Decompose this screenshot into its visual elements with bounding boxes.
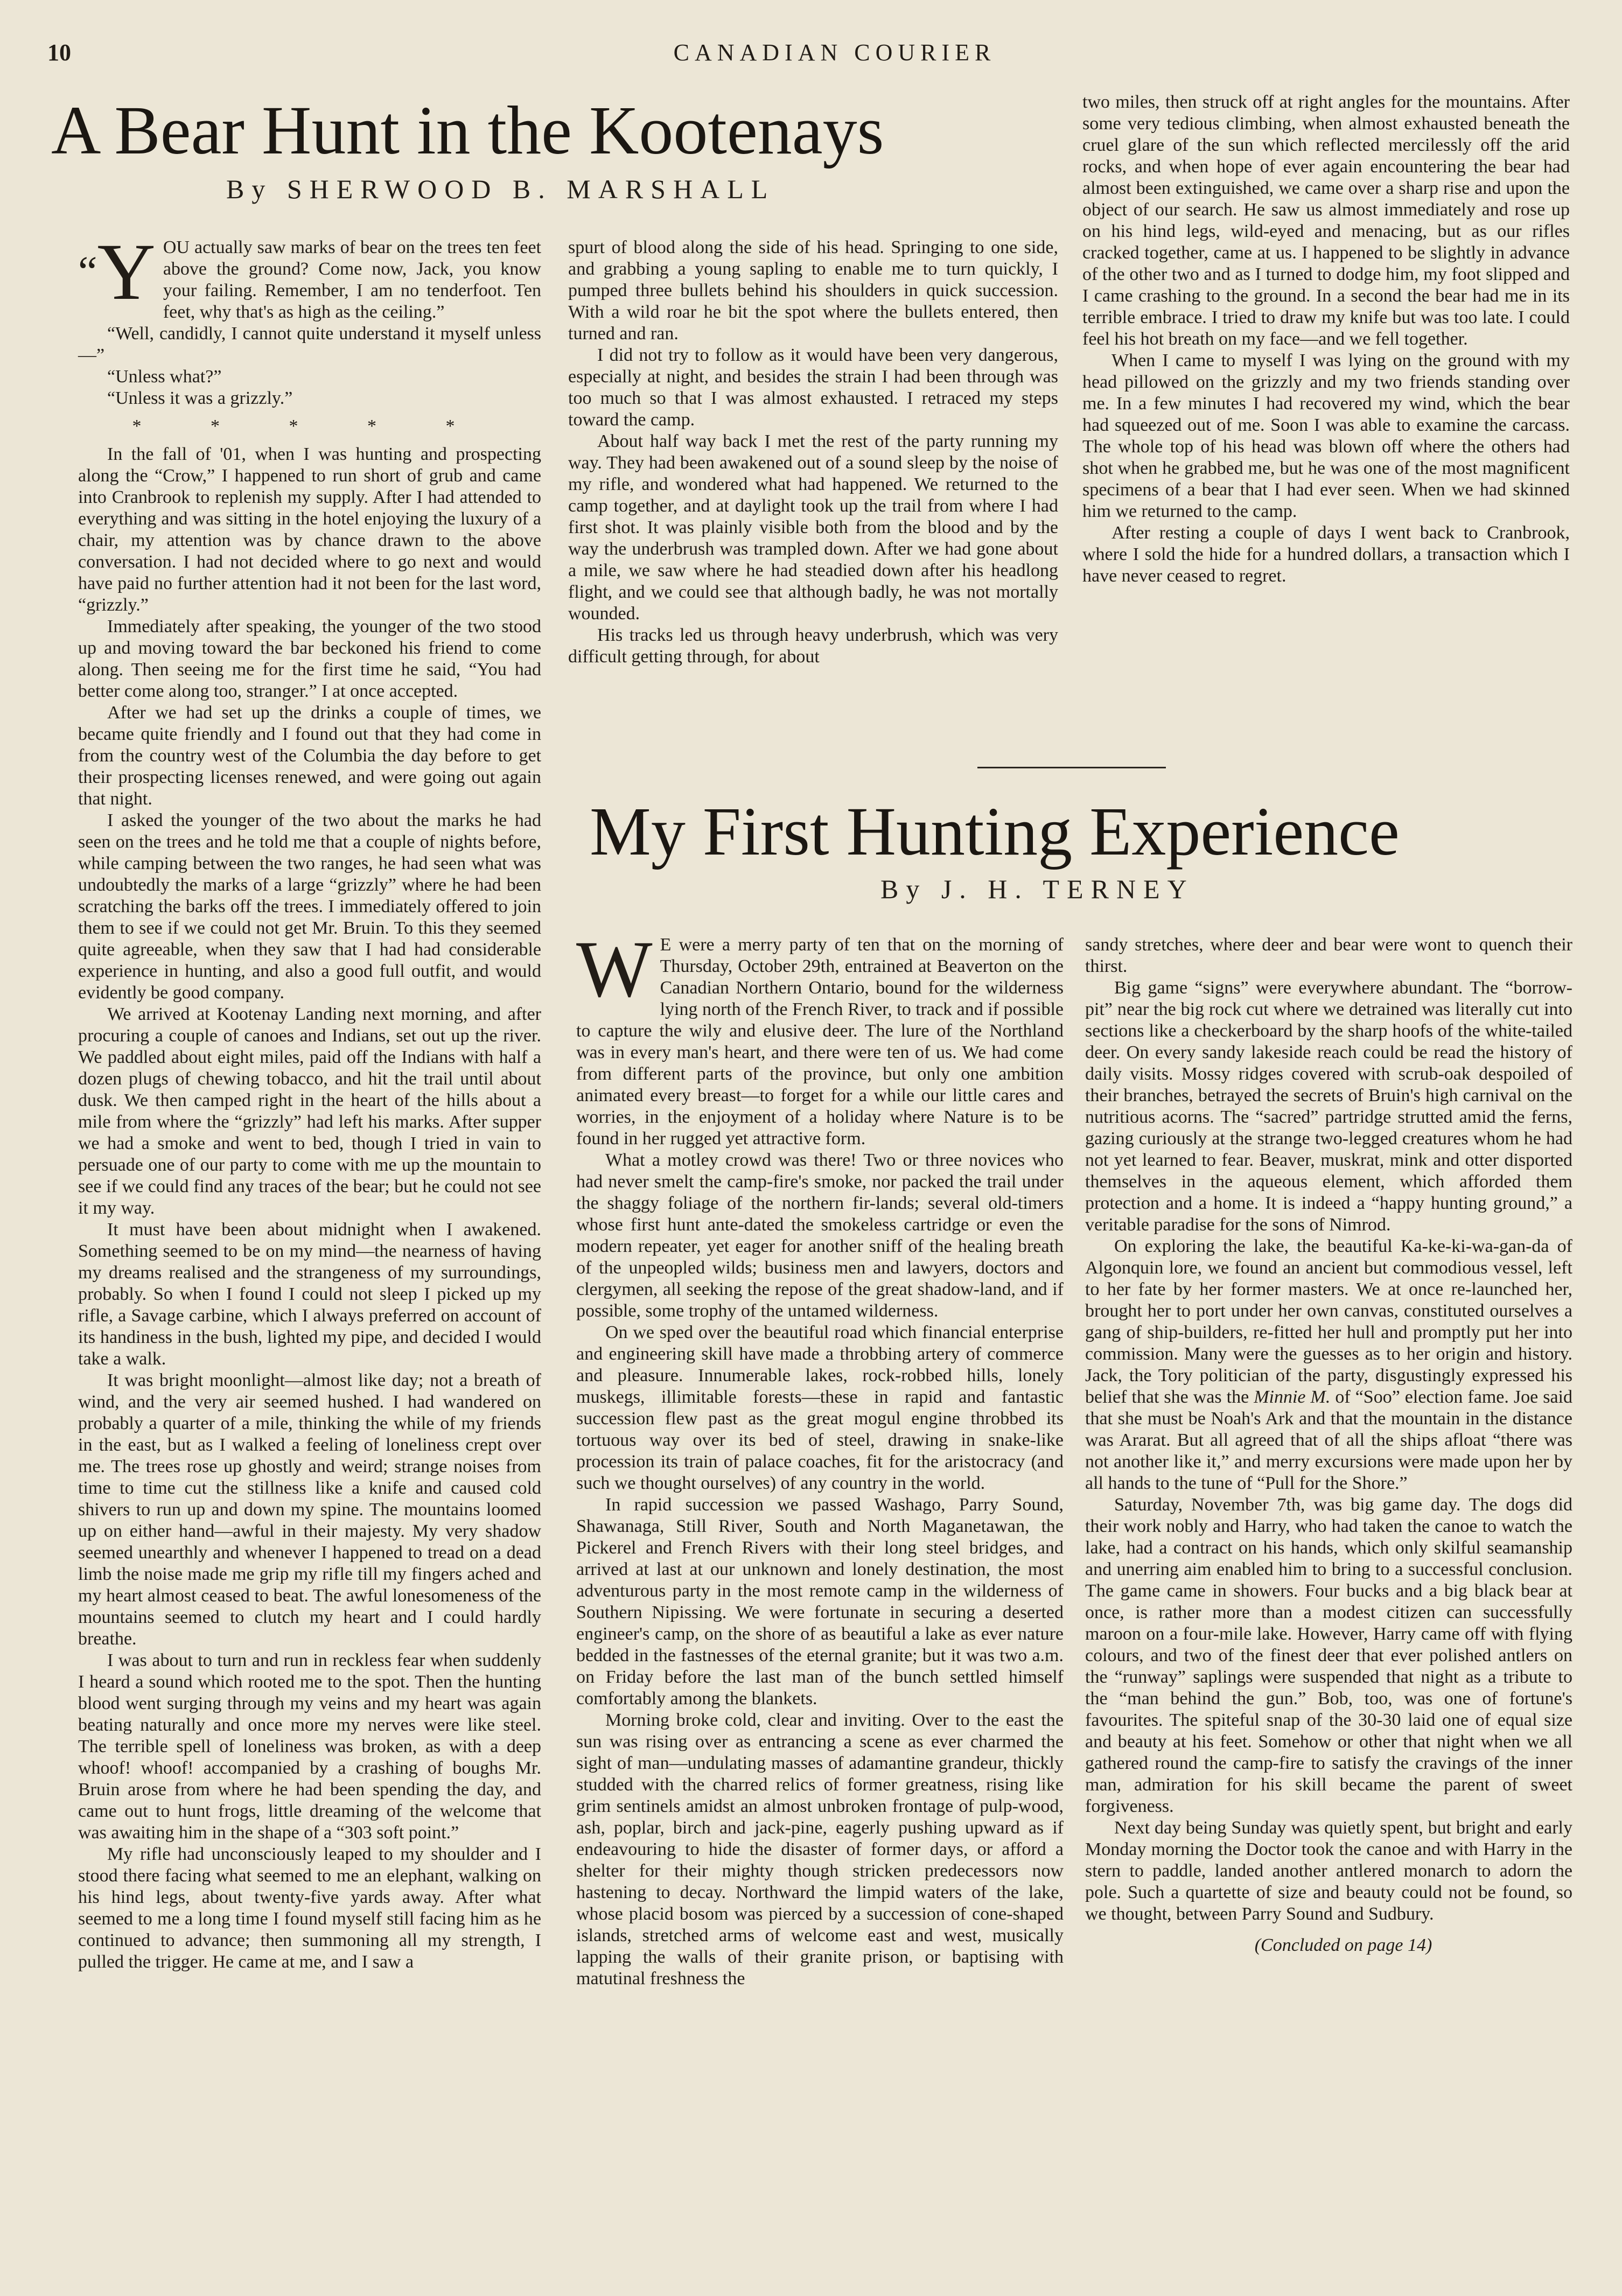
paragraph: In rapid succession we passed Washago, Parry Sound, Shawanaga, Still River, South and North Maganetawan, the Pickerel and French Rivers with their long steel bridges, and arrived at last at our unknown and lonely destination, the most adventurous party in the most remote camp in the wilderness of Southern Nipissing. We were fortunate in securing a deserted engineer's camp, on the shore of as beautiful a lake as ever nature bedded in the fastnesses of the eternal granite; but it was two a.m. on Friday before the last man of the bunch settled himself comfortably among the blankets. xyxy=(576,1495,1064,1709)
paragraph: After we had set up the drinks a couple of times, we became quite friendly and I found out that they had come in from the country west of the Columbia the day before to get their prospecting licenses renewed, and were going out again that night. xyxy=(78,703,541,809)
paragraph: W E were a merry party of ten that on the morning of Thursday, October 29th, entrained at Beaverton on the Canadian Northern Ontario, bound for the wilderness lying north of the French River, to track and if possible to capture the wily and elusive deer. The lure of the Northland was in every man's heart, and there were ten of us. We had come from different parts of the province, but only one ambition animated every breast—to forget for a while our little cares and worries, in the enjoyment of a holiday where Nature is to be found in her rugged yet attractive form. xyxy=(576,925,1064,1149)
paragraph: “Unless it was a grizzly.” xyxy=(107,388,293,408)
article1-column-1 xyxy=(78,227,541,1973)
article2-column-2 xyxy=(1085,934,1572,1956)
paragraph: After resting a couple of days I went back to Cranbrook, where I sold the hide for a hundred dollars, a transaction which I have never ceased to regret. xyxy=(1082,523,1570,586)
page-number: 10 xyxy=(47,39,71,66)
paragraph: sandy stretches, where deer and bear were wont to quench their thirst. xyxy=(1085,935,1572,976)
paragraph: * * * * * xyxy=(132,416,487,436)
paragraph: In the fall of '01, when I was hunting and prospecting along the “Crow,” I happened to run short of grub and came into Cranbrook to replenish my supply. After I had attended to everything and was sitting in the hotel enjoying the luxury of a chair, my attention was by chance drawn to the above conversation. I had not decided where to go next and would have paid no further attention had it not been for the last word, “grizzly.” xyxy=(78,444,541,615)
drop-cap: W xyxy=(576,925,653,1014)
paragraph: “Well, candidly, I cannot quite understand it myself unless—” xyxy=(78,324,541,365)
paragraph: My rifle had unconsciously leaped to my shoulder and I stood there facing what seemed to me an elephant, walking on his hind legs, about twenty-five yards away. After what seemed to me a long time I found myself still facing him as he continued to advance; then summoning all my strength, I pulled the trigger. He came at me, and I saw a xyxy=(78,1844,541,1972)
paragraph: two miles, then struck off at right angles for the mountains. After some very tedious climbing, when almost exhausted beneath the cruel glare of the sun which reflected mercilessly off the arid rocks, and when hope of ever again encountering the bear had almost been extinguished, we came over a sharp rise and upon the object of our search. He saw us almost immediately and rose up on his hind legs, wild-eyed and menacing, but as our rifles cracked together, came at us. I happened to be slightly in advance of the other two and as I turned to dodge him, my foot slipped and I came crashing to the ground. In a second the bear had me in its terrible embrace. I tried to draw my knife but was too late. I could feel his hot breath on my face—and we fell together. xyxy=(1082,92,1570,349)
ship-name: Minnie M. xyxy=(1254,1387,1331,1407)
paragraph: His tracks led us through heavy underbrush, which was very difficult getting through, for about xyxy=(568,625,1058,667)
paragraph: We arrived at Kootenay Landing next morning, and after procuring a couple of canoes and Indians, set out up the river. We paddled about eight miles, paid off the Indians with half a dozen plugs of chewing tobacco, and hit the trail until about dusk. We then camped right in the heart of the hills about a mile from where the “grizzly” had left his marks. After supper we had a smoke and went to bed, though I tried in vain to persuade one of our party to come with me up the mountain to see if we could find any traces of the bear; but he could not see it my way. xyxy=(78,1004,541,1218)
article2-title: My First Hunting Experience xyxy=(590,793,1400,870)
continued-note: (Concluded on page 14) xyxy=(1254,1935,1432,1955)
paragraph: Saturday, November 7th, was big game day. The dogs did their work nobly and Harry, who had taken the canoe to watch the lake, had a contract on his hands, which only skilful seamanship and unerring aim enabled him to bring to a successful conclusion. The game came in showers. Four bucks and a big black bear at once, is rather more than a modest citizen can successfully maroon on a four-mile lake. However, Harry came off with flying colours, and two of the finest deer that ever polished antlers on the “runway” saplings were suspended that night as a tribute to the “man behind the gun.” Bob, too, was one of fortune's favourites. The spiteful snap of the 30-30 laid one of equal size and beauty at his feet. Somehow or other that night when we all gathered round the camp-fire to satisfy the cravings of the inner man, admiration for his skill became the parent of sweet forgiveness. xyxy=(1085,1495,1572,1816)
paragraph: I asked the younger of the two about the marks he had seen on the trees and he told me that a couple of nights before, while camping between the two ranges, he had seen what was undoubtedly the marks of a large “grizzly” where he had been scratching the barks off the trees. I immediately offered to join them to see if we could not get Mr. Bruin. To this they seemed quite agreeable, when they saw that I had had considerable experience in hunting, and also a good full outfit, and would evidently be good company. xyxy=(78,810,541,1003)
paragraph: On we sped over the beautiful road which financial enterprise and engineering skill have made a throbbing artery of commerce and pleasure. Innumerable lakes, rock-robbed hills, lonely muskegs, illimitable forests—these in rapid and fantastic succession flew past as the great mogul engine throbbed its tortuous way over its bed of steel, drawing in snake-like procession its train of palace coaches, fit for the aristocracy (and such we thought ourselves) of any country in the world. xyxy=(576,1322,1064,1493)
paragraph: On exploring the lake, the beautiful Ka-ke-ki-wa-gan-da of Algonquin lore, we found an ancient but commodious vessel, left to her fate by her former masters. We at once re-launched her, brought her to port under her own canvas, constituted ourselves a gang of ship-builders, re-fitted her hull and promptly put her into commission. Many were the guesses as to her origin and history. Jack, the Tory politician of the party, disgustingly expressed his belief that she was the Minnie M. of “Soo” election fame. Joe said that she must be Noah's Ark and that the mountain in the distance was Ararat. But all agreed that of all the ships afloat “there was not another like it,” and merry excursions were made upon her by all hands to the tune of “Pull for the Shore.” xyxy=(1085,1236,1572,1493)
paragraph: Immediately after speaking, the younger of the two stood up and moving toward the bar beckoned his friend to come along. Then seeing me for the first time he said, “You had better come along too, stranger.” I at once accepted. xyxy=(78,617,541,701)
paragraph: “ Y OU actually saw marks of bear on the trees ten feet above the ground? Come now, Jack, you know your failing. Remember, I am no tenderfoot. Ten feet, why that's as high as the ceiling.” xyxy=(78,227,541,322)
article1-column-3 xyxy=(1082,92,1570,587)
opening-quote: “ xyxy=(78,248,97,296)
paragraph: It was bright moonlight—almost like day; not a breath of wind, and the very air seemed hushed. I had wandered on probably a quarter of a mile, thinking the while of my friends in the east, but as I walked a feeling of loneliness crept over me. The trees rose up ghostly and weird; strange noises from time to time cut the stillness like a knife and caused cold shivers to run up and down my spine. The mountains loomed up on either hand—awful in their majesty. My very shadow seemed unearthly and whenever I happened to tread on a dead limb the noise made me grip my rifle till my fingers ached and my heart almost ceased to beat. The awful lonesomeness of the mountains seemed to clutch my heart and I could hardly breathe. xyxy=(78,1370,541,1649)
paragraph: “Unless what?” xyxy=(107,367,222,387)
article2-column-1 xyxy=(576,925,1064,1990)
drop-cap: Y xyxy=(97,227,156,317)
paragraph: Next day being Sunday was quietly spent, but bright and early Monday morning the Doctor took the canoe and with Harry in the stern to paddle, landed another antlered monarch to adorn the pole. Such a quartette of size and beauty could not be found, so we thought, between Parry Sound and Sudbury. xyxy=(1085,1818,1572,1924)
article1-title: A Bear Hunt in the Kootenays xyxy=(51,92,884,169)
article1-byline: By SHERWOOD B. MARSHALL xyxy=(226,174,775,204)
article-divider xyxy=(977,767,1166,768)
paragraph: I did not try to follow as it would have been very dangerous, especially at night, and besides the strain I had been through was too much so that I was almost exhausted. I retraced my steps toward the camp. xyxy=(568,345,1058,430)
article1-column-2 xyxy=(568,237,1058,668)
publication-name: CANADIAN COURIER xyxy=(673,39,996,66)
article2-byline: By J. H. TERNEY xyxy=(880,874,1194,904)
paragraph: I was about to turn and run in reckless fear when suddenly I heard a sound which rooted me to the spot. Then the hunting blood went surging through my veins and my heart was again beating naturally and once more my nerves were like steel. The terrible spell of loneliness was broken, as with a deep whoof! whoof! accompanied by a crashing of boughs Mr. Bruin arose from where he had been spending the day, and came out to hunt frogs, little dreaming of the welcome that was awaiting him in the shape of a “303 soft point.” xyxy=(78,1650,541,1843)
paragraph: spurt of blood along the side of his head. Springing to one side, and grabbing a young sapling to enable me to turn quickly, I pumped three bullets behind his shoulders in quick succession. With a wild roar he bit the spot where the bullets entered, then turned and ran. xyxy=(568,237,1058,344)
paragraph: It must have been about midnight when I awakened. Something seemed to be on my mind—the nearness of having my dreams realised and the strangeness of my surroundings, probably. So when I found I could not sleep I picked up my rifle, a Savage carbine, which I always preferred on account of its handiness in the bush, lighted my pipe, and decided I would take a walk. xyxy=(78,1220,541,1369)
paragraph: Morning broke cold, clear and inviting. Over to the east the sun was rising over as entrancing a scene as ever charmed the sight of man—undulating masses of adamantine grandeur, thickly studded with the charred relics of former greatness, rising like grim sentinels amidst an almost unbroken frontage of pulp-wood, ash, poplar, birch and jack-pine, eagerly pushing upward as if endeavouring to hide the disaster of former days, or afford a shelter for their mighty though stricken predecessors now hastening to decay. Northward the limpid waters of the lake, whose placid bosom was pierced by a succession of cone-shaped islands, stretched arms of welcome east and west, musically lapping the walls of their granite prison, or baptising with matutinal freshness the xyxy=(576,1710,1064,1989)
paragraph: About half way back I met the rest of the party running my way. They had been awakened out of a sound sleep by the noise of my rifle, and wondered what had happened. We returned to the camp together, and at daylight took up the trail from where I had first shot. It was plainly visible both from the blood and by the way the underbrush was trampled down. After we had gone about a mile, we saw where he had steadied down after his headlong flight, and we could see that although badly, he was not mortally wounded. xyxy=(568,431,1058,624)
paragraph: When I came to myself I was lying on the ground with my head pillowed on the grizzly and my two friends standing over me. In a few minutes I had recovered my wind, which the bear had squeezed out of me. Soon I was able to examine the carcass. The whole top of his head was blown off where the others had shot when he grabbed me, but he was one of the most magnificent specimens of a bear that I had ever seen. When we had skinned him we returned to the camp. xyxy=(1082,351,1570,521)
paragraph: Big game “signs” were everywhere abundant. The “borrow-pit” near the big rock cut where we detrained was literally cut into sections like a checkerboard by the sharp hoofs of the white-tailed deer. On every sandy lakeside reach could be read the history of daily visits. Mossy ridges covered with scrub-oak despoiled of their branches, betrayed the secrets of Bruin's high carnival on the nutritious acorns. The “sacred” partridge strutted amid the ferns, gazing curiously at the strange two-legged creatures whom he had not yet learned to fear. Beaver, muskrat, mink and otter disported themselves in the aqueous element, which afforded them protection and a home. It is indeed a “happy hunting ground,” a veritable paradise for the sons of Nimrod. xyxy=(1085,978,1572,1235)
paragraph: What a motley crowd was there! Two or three novices who had never smelt the camp-fire's smoke, nor packed the trail under the shaggy foliage of the northern fir-lands; several old-timers whose first hunt ante-dated the smokeless cartridge or even the modern repeater, yet eager for another sniff of the healing breath of the unpeopled wilds; business men and lawyers, doctors and clergymen, all seeking the repose of the great shadow-land, and if possible, some trophy of the untamed wilderness. xyxy=(576,1150,1064,1321)
